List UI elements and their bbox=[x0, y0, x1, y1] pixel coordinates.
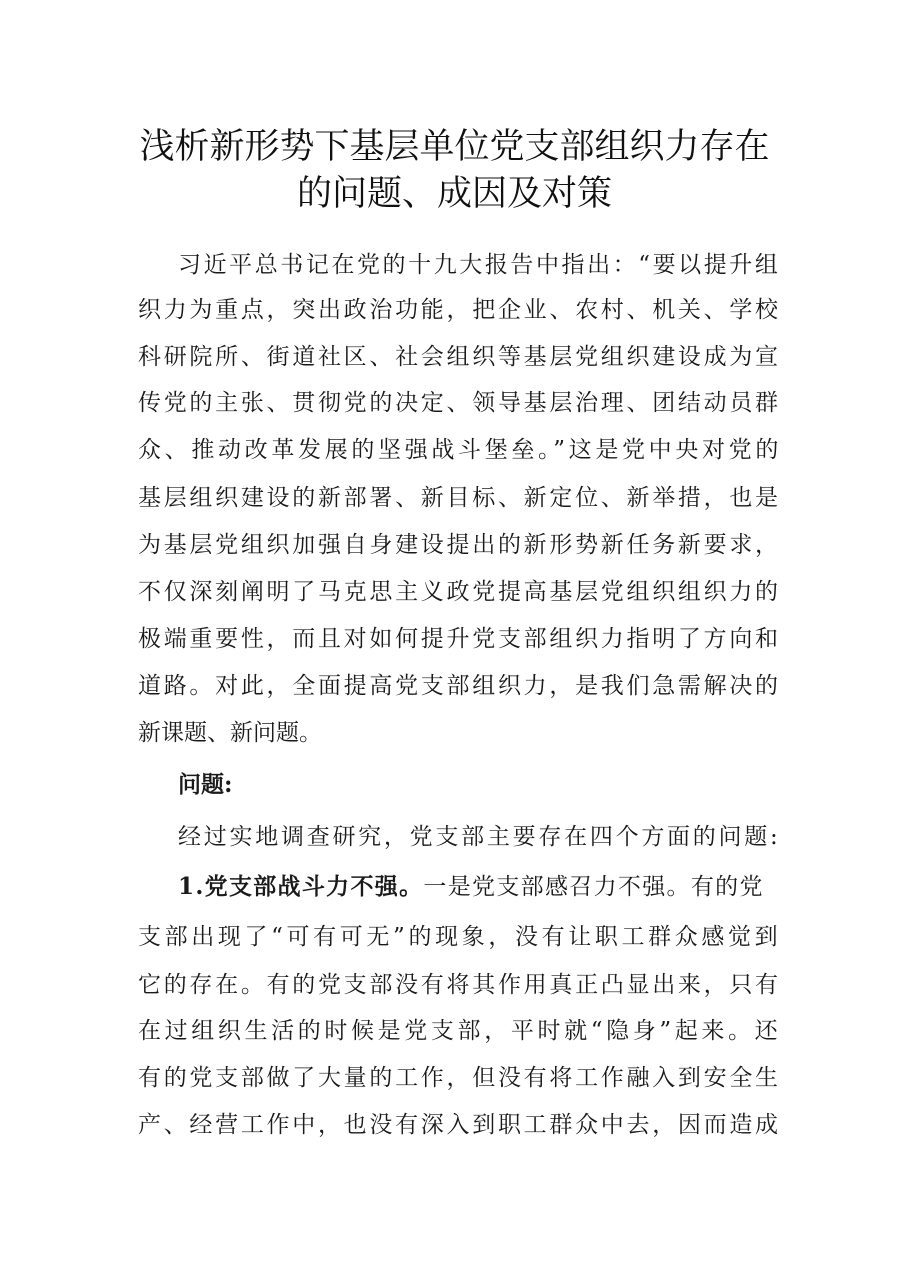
paragraph-line: 支部出现了“可有可无”的现象，没有让职工群众感觉到 bbox=[138, 924, 782, 950]
paragraph-line: 织力为重点，突出政治功能，把企业、农村、机关、学校 bbox=[138, 297, 781, 323]
paragraph-line: 科研院所、街道社区、社会组织等基层党组织建设成为宣 bbox=[138, 344, 781, 370]
title-line-1: 浅析新形势下基层单位党支部组织力存在 bbox=[139, 127, 770, 167]
paragraph-line: 经过实地调查研究，党支部主要存在四个方面的问题: bbox=[178, 824, 781, 850]
paragraph-line: 习近平总书记在党的十九大报告中指出：“要以提升组 bbox=[178, 252, 781, 278]
paragraph-line: 新课题、新问题。 bbox=[138, 720, 322, 746]
document-title bbox=[120, 124, 789, 218]
paragraph-line: 产、经营工作中，也没有深入到职工群众中去，因而造成 bbox=[138, 1112, 781, 1138]
title-line-2: 的问题、成因及对策 bbox=[296, 174, 612, 214]
paragraph-line: 道路。对此，全面提高党支部组织力，是我们急需解决的 bbox=[138, 673, 781, 699]
paragraph-line: 它的存在。有的党支部没有将其作用真正凸显出来，只有 bbox=[138, 972, 781, 998]
point-bold-lead: 1.党支部战斗力不强。 bbox=[178, 873, 424, 900]
paragraph-line: 极端重要性，而且对如何提升党支部组织力指明了方向和 bbox=[138, 626, 781, 652]
paragraph-line: 基层组织建设的新部署、新目标、新定位、新举措，也是 bbox=[138, 485, 781, 511]
paragraph-line: 众、推动改革发展的坚强战斗堡垒。”这是党中央对党的 bbox=[138, 437, 783, 463]
section-heading-problem: 问题: bbox=[178, 771, 233, 798]
paragraph-line: 不仅深刻阐明了马克思主义政党提高基层党组织组织力的 bbox=[138, 579, 781, 605]
point-first-rest: 一是党支部感召力不强。有的党 bbox=[423, 874, 764, 900]
paragraph-line: 在过组织生活的时候是党支部，平时就“隐身”起来。还 bbox=[138, 1018, 782, 1044]
paragraph-line: 为基层党组织加强自身建设提出的新形势新任务新要求， bbox=[138, 532, 781, 558]
point-first-line bbox=[178, 872, 764, 902]
paragraph-line: 传党的主张、贯彻党的决定、领导基层治理、团结动员群 bbox=[138, 390, 781, 416]
paragraph-line: 有的党支部做了大量的工作，但没有将工作融入到安全生 bbox=[138, 1065, 781, 1091]
